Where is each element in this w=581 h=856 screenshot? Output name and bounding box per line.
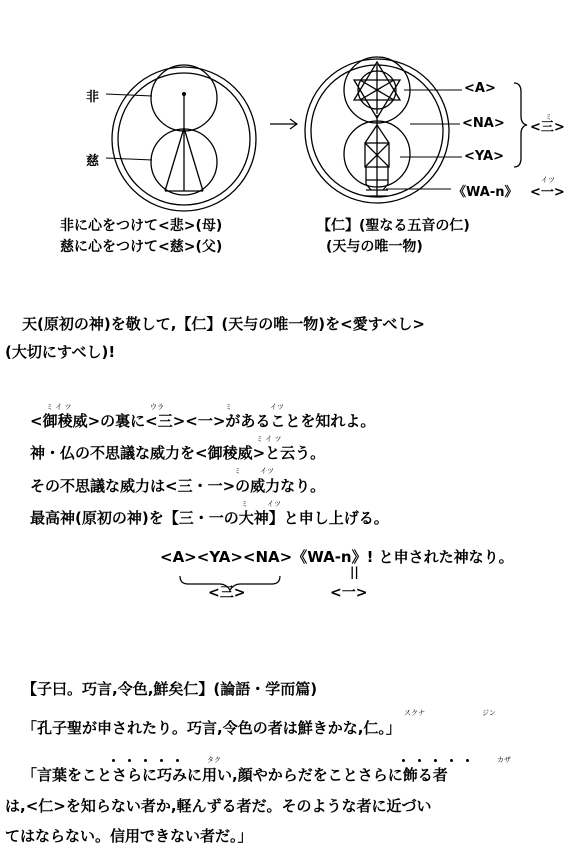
right-caption-line2: (天与の唯一物) [326, 239, 423, 255]
ruby-miitsu-2: ミ イ ツ [256, 435, 282, 443]
para1-line2: (大切にすべし)! [5, 343, 116, 361]
emphasis-dot [128, 759, 131, 762]
quote-title: 【子曰。巧言,令色,鮮矣仁】(論語・学而篇) [22, 680, 318, 698]
left-center-dot [182, 92, 186, 96]
ruby-taku: タク [207, 756, 221, 764]
emphasis-dot [112, 759, 115, 762]
ruby-sukuna: スクナ [404, 709, 425, 717]
ruby-miitsu-1: ミ イ ツ [46, 403, 72, 411]
label-a: <A> [464, 81, 496, 96]
para2-line2: 神・仏の不思議な威力を<御稜威>と云う。 [30, 444, 326, 462]
ruby-itsu-2: イツ [260, 467, 274, 475]
quote2-line3: てはならない。信用できない者だ。」 [5, 827, 253, 845]
emphasis-dot [402, 759, 405, 762]
emphasis-dot [176, 759, 179, 762]
label-ji: 慈 [86, 154, 100, 169]
right-circle-figure [305, 57, 449, 203]
ruby-itsu-3: イツ [267, 500, 281, 508]
ruby-kaza: カザ [497, 756, 511, 764]
para2-line1: <御稜威>の裏に<三><一>があることを知れよ。 [30, 412, 376, 430]
right-brace [514, 83, 527, 167]
ruby-mi-diagram: ミ [545, 113, 552, 121]
left-circle-figure [112, 65, 256, 211]
ruby-itsu-diagram: イツ [541, 176, 555, 184]
sound-equals: || [350, 565, 359, 579]
sound-line: <A><YA><NA>《WA-n》! と申された神なり。 [160, 548, 514, 566]
emphasis-dot [160, 759, 163, 762]
ruby-mi-3: ミ [241, 500, 248, 508]
para2-line4: 最高神(原初の神)を【三・一の大神】と申し上げる。 [30, 509, 389, 527]
left-caption-line2: 慈に心をつけて<慈>(父) [60, 239, 223, 255]
sound-under-left: <三> [208, 585, 246, 601]
ruby-mi-1: ミ [225, 403, 232, 411]
left-top-pointer [106, 94, 152, 96]
label-san: <三> [530, 120, 565, 135]
label-ya: <YA> [464, 149, 505, 164]
left-bottom-pointer [106, 158, 152, 160]
left-caption-line1: 非に心をつけて<悲>(母) [60, 218, 223, 234]
emphasis-dot [144, 759, 147, 762]
sound-under-right: <一> [330, 585, 368, 601]
emphasis-dot [450, 759, 453, 762]
emphasis-dot [434, 759, 437, 762]
label-hi: 非 [86, 90, 100, 105]
ruby-ura: ウラ [150, 403, 164, 411]
emphasis-dot [418, 759, 421, 762]
ruby-mi-2: ミ [234, 467, 241, 475]
ruby-itsu-1: イツ [270, 403, 284, 411]
label-wan: 《WA-n》 [453, 185, 518, 200]
ruby-jin: ジン [482, 709, 496, 717]
emphasis-dot [466, 759, 469, 762]
para1-line1: 天(原初の神)を敬して,【仁】(天与の唯一物)を<愛すべし> [22, 315, 425, 333]
right-caption-line1: 【仁】(聖なる五音の仁) [317, 218, 470, 234]
label-na: <NA> [462, 116, 505, 131]
quote1: 「孔子聖が申されたり。巧言,令色の者は鮮きかな,仁。」 [22, 719, 401, 737]
para2-line3: その不思議な威力は<三・一>の威力なり。 [30, 477, 326, 495]
quote2-line2: は,<仁>を知らない者か,軽んずる者だ。そのような者に近づい [5, 797, 432, 815]
label-ichi: <一> [530, 185, 565, 200]
quote2-line1: 「言葉をことさらに巧みに用い,顔やからだをことさらに飾る者 [22, 766, 448, 784]
